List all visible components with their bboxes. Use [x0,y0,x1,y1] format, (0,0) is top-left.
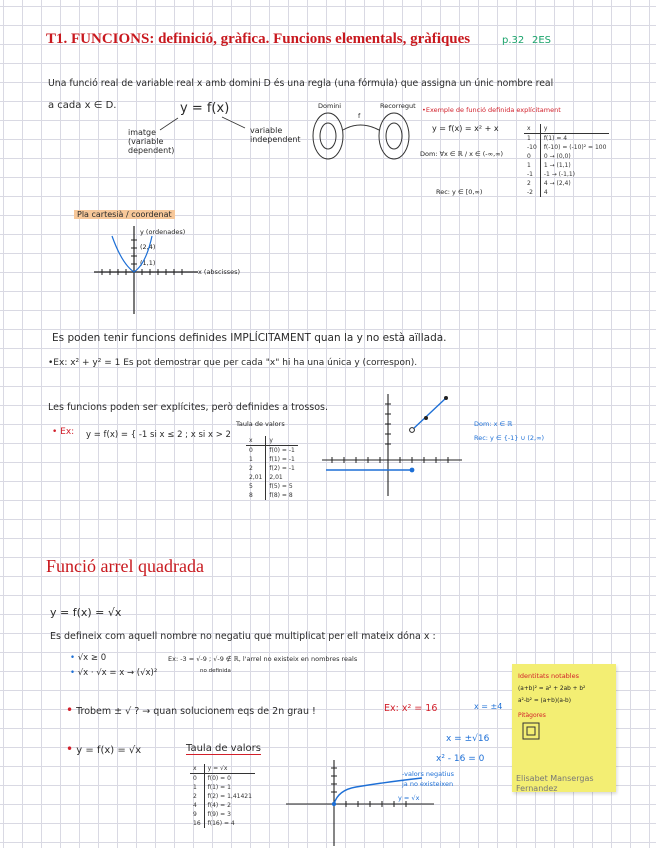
piecewise-table-cell: f(1) = -1 [269,456,295,463]
sqrt-table-row [190,801,255,810]
sticky-subtitle: Pitàgores [518,712,546,719]
sticky-title: Identitats notables [518,672,579,680]
intro-line-1: Una funció real de variable real x amb domini D és una regla (una fórmula) que assigna un únic nombre real [48,78,554,89]
piecewise-domain-note: Dom: x ∈ ℝ [474,420,513,428]
piecewise-table-row [246,455,298,464]
sqrt-table-row [190,792,255,801]
piecewise-table-row [246,464,298,473]
sqrt-table [190,764,255,828]
page-ref: p.32 [502,35,525,46]
sqrt-graph-note-1: -valors negatius [402,770,454,778]
example-table-row [524,134,609,144]
example-table-cell: -2 [524,188,540,197]
set-range-label: Recorregut [380,102,416,110]
set-arrow-label: f [358,112,361,120]
piecewise-formula: y = f(x) = { -1 si x ≤ 2 ; x si x > 2 [86,430,231,440]
example-table-row [524,179,609,188]
intro-label-left: imatge (variable dependent) [128,128,175,155]
intro-formula: y = f(x) [180,101,230,116]
sqrt-table-cell: x [190,764,204,774]
sqrt-table-cell: 16 [190,819,204,828]
piecewise-table-row [246,473,298,482]
example-table-cell: 4 [543,189,548,196]
cartesian-plane [94,226,204,316]
example-table-cell: 0 [524,152,540,161]
example-table-cell: 4 → (2,4) [543,180,571,187]
sqrt-table-row [190,783,255,792]
section-title-sqrt: Funció arrel quadrada [46,556,204,576]
year-ref: 2ES [532,35,552,46]
piecewise-table-header-row [246,436,298,446]
sqrt-prop-1: • √x ≥ 0 [70,653,107,663]
piecewise-table-cell: 0 [246,446,266,456]
cartesian-label: Pla cartesià / coordenat [74,210,175,219]
example-table-row [524,152,609,161]
sticky-line-1: (a+b)² = a² + 2ab + b² [518,686,586,692]
example-table [524,124,609,197]
sqrt-table-header-row [190,764,255,774]
piecewise-range-note: Rec: y ∈ {-1} ∪ (2,∞) [474,434,545,442]
cartesian-point-a: (2,4) [140,243,156,251]
sqrt-table-cell: f(16) = 4 [207,820,235,827]
set-domain-label: Domini [318,102,342,110]
sqrt-table-row [190,810,255,819]
sqrt-table-cell: 0 [190,774,204,784]
sqrt-table-cell: y = √x [204,764,255,774]
example-table-cell: f(1) = 4 [543,135,568,142]
piecewise-table-cell: 2,01 [246,473,266,482]
example-table-cell: y [540,124,609,134]
sqrt-table-row [190,819,255,828]
piecewise-table-cell: f(0) = -1 [269,447,295,454]
example-table-cell: x [524,124,540,134]
sqrt-prop-2: • √x · √x = x → (√x)² [70,668,158,678]
sqrt-table-cell: f(2) = 1,41421 [207,793,252,800]
sqrt-example-1: Ex: -3 = √-9 ; √-9 ∉ ℝ, l'arrel no existeix en nombres reals [168,655,358,663]
sqrt-definition: Es defineix com aquell nombre no negatiu que multiplicat per ell mateix dóna x : [50,631,436,642]
sqrt-solve-step-1: x = ±4 [474,702,503,711]
piecewise-table-cell: x [246,436,266,446]
example-table-row [524,188,609,197]
example-table-row [524,161,609,170]
sqrt-solve-step-3: x² - 16 = 0 [436,754,485,764]
example-table-cell: -10 [524,143,540,152]
set-diagram [310,110,420,170]
piecewise-ex-label: • Ex: [52,427,75,437]
sqrt-solve-example: Ex: x² = 16 [384,703,438,714]
example-table-cell: 0 → (0,0) [543,153,571,160]
sqrt-table-cell: 2 [190,792,204,801]
example-table-header-row [524,124,609,134]
piecewise-table-cell: 2 [246,464,266,473]
piecewise-table-cell: f(8) = 8 [269,492,293,499]
piecewise-table-cell: 5 [246,482,266,491]
sticky-line-2: a²-b² = (a+b)(a-b) [518,698,571,704]
cartesian-point-b: (1,1) [140,259,156,267]
example-table-cell: 1 [524,134,540,144]
piecewise-graph [322,394,464,498]
sqrt-formula: y = f(x) = √x [50,606,122,619]
piecewise-table-cell: y [266,436,298,446]
example-table-row [524,170,609,179]
sqrt-table-cell: f(9) = 3 [207,811,231,818]
piecewise-table-cell: f(2) = -1 [269,465,295,472]
example-table-row [524,143,609,152]
cartesian-x-label: x (abscisses) [198,268,241,276]
pythagoras-sketch [522,722,544,744]
sqrt-table-title: Taula de valors [186,743,261,754]
sqrt-table-cell: f(4) = 2 [207,802,231,809]
piecewise-table-row [246,446,298,456]
cartesian-y-label: y (ordenades) [140,228,186,236]
example-table-cell: 1 [524,161,540,170]
example-title: •Exemple de funció definida explícitament [422,106,561,114]
example-table-cell: 1 → (1,1) [543,162,571,169]
sqrt-graph-note-2: ja no existeixen [402,780,454,788]
implicit-example: •Ex: x² + y² = 1 Es pot demostrar que per cada "x" hi ha una única y (correspon). [48,358,418,368]
piecewise-table-cell: f(5) = 5 [269,483,293,490]
piecewise-intro: Les funcions poden ser explícites, però definides a trossos. [48,402,329,413]
sqrt-example-1-sub: no definida [200,668,231,674]
sqrt-func-line: • y = f(x) = √x [66,742,142,756]
intro-line-2: a cada x ∈ D. [48,100,117,111]
sqrt-graph-label: y = √x [398,794,420,802]
sqrt-table-cell: 1 [190,783,204,792]
piecewise-table-cell: 1 [246,455,266,464]
sqrt-table-cell: 9 [190,810,204,819]
sqrt-solve-line: • Trobem ± √ ? → quan solucionem eqs de 2n grau ! [66,703,316,717]
example-table-cell: f(-10) = (-10)² = 100 [543,144,607,151]
intro-label-right: variable independent [250,126,301,144]
sticky-note [512,664,616,792]
piecewise-table [246,436,298,500]
example-range: Rec: y ∈ [0,∞) [436,188,483,196]
sqrt-table-cell: f(0) = 0 [207,775,231,782]
sqrt-table-row [190,774,255,784]
sqrt-solve-step-2: x = ±√16 [446,734,490,744]
page-title: T1. FUNCIONS: definició, gràfica. Funcions elementals, gràfiques [46,31,471,47]
example-table-cell: -1 [524,170,540,179]
sqrt-table-cell: f(1) = 1 [207,784,231,791]
implicit-line: Es poden tenir funcions definides IMPLÍCITAMENT quan la y no està aïllada. [52,332,447,344]
example-table-cell: -1 → (-1,1) [543,171,576,178]
sticky-author: Elisabet Mansergas Fernandez [516,774,594,793]
example-table-cell: 2 [524,179,540,188]
sqrt-table-cell: 4 [190,801,204,810]
example-formula: y = f(x) = x² + x [432,124,499,133]
piecewise-table-cell: 8 [246,491,266,500]
piecewise-table-row [246,491,298,500]
piecewise-table-row [246,482,298,491]
piecewise-values-label: Taula de valors [236,420,285,428]
example-domain: Dom: ∀x ∈ ℝ / x ∈ (-∞,∞) [420,150,504,158]
piecewise-table-cell: 2,01 [269,474,283,481]
